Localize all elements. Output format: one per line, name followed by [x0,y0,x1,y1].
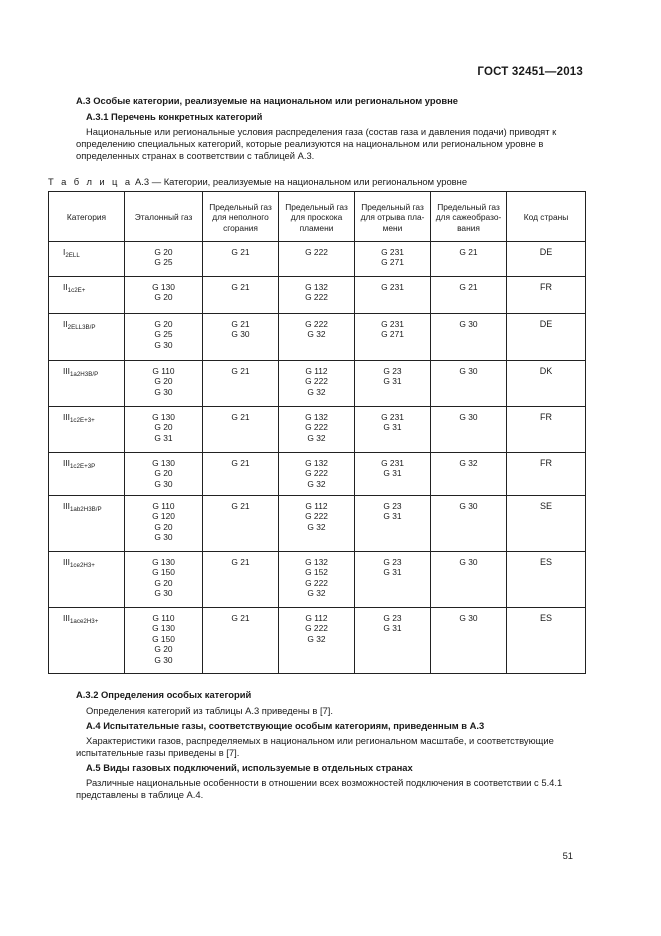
cell-line: G 23 [383,366,402,376]
cell-line: G 32 [459,458,478,468]
table-caption-prefix: Т а б л и ц а [48,176,133,187]
cell-line: G 222 [305,468,328,479]
sooting-gas-cell [431,242,507,277]
category-main: III [63,501,70,511]
cell-line: G 31 [383,567,402,578]
cell-line: G 130 [152,282,175,292]
cell-line: для проскока [290,212,343,223]
cell-line: G 231 [381,282,404,292]
page-number: 51 [562,850,573,861]
cell-line: G 20 [154,247,173,257]
cell-line: G 20 [154,319,173,329]
cell-line: Предельный газ [209,201,272,212]
sooting-gas-cell [431,608,507,674]
cell-line: G 30 [459,366,478,376]
cell-line: G 30 [154,654,173,665]
incomplete-combustion-gas-cell [203,361,279,407]
cell-line: G 30 [459,501,478,511]
cell-line: G 132 [305,412,328,422]
cell-line: мени [382,222,403,233]
cell-line: G 222 [305,511,328,522]
cell-line: G 31 [154,432,173,443]
cell-line: сгорания [223,222,258,233]
category-subscript: 1a2H3B/P [69,371,99,378]
cell-line: G 152 [305,567,328,578]
cell-line: G 31 [383,623,402,634]
flashback-gas-cell [279,242,355,277]
section-a32-title: А.3.2 Определения особых категорий [76,689,252,700]
country-code-cell: DE [507,242,586,277]
cell-line: G 30 [154,339,173,350]
cell-line: G 30 [154,532,173,543]
cell-line: G 21 [231,412,250,422]
reference-gas-cell [125,361,203,407]
cell-line: Предельный газ [285,201,348,212]
cell-line: G 222 [305,292,328,303]
category-main: II [63,282,68,292]
reference-gas-cell [125,552,203,608]
reference-gas-cell [125,242,203,277]
country-code-cell: DK [507,361,586,407]
flashback-gas-cell [279,277,355,314]
cell-line: G 31 [383,376,402,387]
header-cell [431,192,507,242]
flashback-gas-cell [279,314,355,361]
country-code-cell: FR [507,407,586,453]
cell-line: G 132 [305,458,328,468]
section-a31-title: А.3.1 Перечень конкретных категорий [86,111,263,122]
table-row [49,361,586,407]
category-cell [49,277,125,314]
table-header-row [49,192,586,242]
category-cell [49,314,125,361]
cell-line: G 31 [383,468,402,479]
reference-gas-cell [125,277,203,314]
header-cell [125,192,203,242]
flame-lift-gas-cell [355,496,431,552]
cell-line: G 31 [383,511,402,522]
cell-line: G 231 [381,247,404,257]
table-row [49,608,586,674]
category-main: I [63,247,66,257]
category-subscript: 1ace2H3+ [69,618,99,625]
country-code-cell: FR [507,453,586,496]
category-cell [49,361,125,407]
table-row [49,453,586,496]
cell-line: для отрыва пла- [360,212,425,223]
cell-line: G 30 [459,557,478,567]
section-a4-paragraph: Характеристики газов, распределяемых в национальном или региональном масштабе, и соответствующие испытательные газы приведены в [7]. [76,735,554,758]
cell-line: G 25 [154,329,173,340]
table-row [49,552,586,608]
section-a32-paragraph: Определения категорий из таблицы А.3 приведены в [7]. [86,705,333,716]
category-subscript: 1c2E+ [67,287,86,294]
flashback-gas-cell [279,361,355,407]
cell-line: G 21 [231,458,250,468]
category-subscript: 2ELL3B/P [67,324,96,331]
cell-line: G 271 [381,257,404,268]
cell-line: G 30 [154,386,173,397]
cell-line: G 32 [307,633,326,644]
category-cell [49,496,125,552]
flame-lift-gas-cell [355,314,431,361]
category-cell [49,453,125,496]
cell-line: вания [457,222,480,233]
cell-line: G 30 [231,329,250,340]
sooting-gas-cell [431,496,507,552]
cell-line: G 32 [307,329,326,340]
cell-line: G 21 [231,366,250,376]
flame-lift-gas-cell [355,453,431,496]
sooting-gas-cell [431,277,507,314]
category-subscript: 1c2E+3+ [69,417,95,424]
incomplete-combustion-gas-cell [203,277,279,314]
cell-line: G 25 [154,257,173,268]
category-cell [49,608,125,674]
cell-line: G 32 [307,521,326,532]
sooting-gas-cell [431,453,507,496]
cell-line: G 30 [459,613,478,623]
cell-line: G 30 [154,478,173,489]
cell-line: G 20 [154,577,173,588]
cell-line: G 222 [305,623,328,634]
cell-line: G 222 [305,422,328,433]
flashback-gas-cell [279,552,355,608]
sooting-gas-cell [431,361,507,407]
header-cell [203,192,279,242]
cell-line: G 231 [381,319,404,329]
flame-lift-gas-cell [355,242,431,277]
flashback-gas-cell [279,407,355,453]
flame-lift-gas-cell [355,361,431,407]
category-cell [49,552,125,608]
section-a4-title: А.4 Испытательные газы, соответствующие особым категориям, приведенным в А.3 [86,720,485,731]
category-subscript: 1c2E+3P [69,463,96,470]
table-row [49,277,586,314]
table-row [49,407,586,453]
cell-line: G 222 [305,577,328,588]
category-main: III [63,366,70,376]
cell-line: G 21 [231,282,250,292]
cell-line: для сажеобразо- [435,212,502,223]
cell-line: G 150 [152,633,175,644]
cell-line: G 20 [154,422,173,433]
cell-line: G 30 [459,319,478,329]
cell-line: G 222 [305,319,328,329]
cell-line: G 120 [152,511,175,522]
category-subscript: 2ELL [65,252,80,259]
cell-line: G 110 [152,366,175,376]
category-main: III [63,557,70,567]
cell-line: G 32 [307,478,326,489]
cell-line: G 21 [231,501,250,511]
incomplete-combustion-gas-cell [203,453,279,496]
section-a31-paragraph: Национальные или региональные условия распределения газа (состав газа и давления подачи) приводят к определению специальных категорий, которые реализуются на национальном или региональном уровне в определенных странах в соответствии с таблицей А.3. [76,126,557,161]
cell-line: G 21 [231,247,250,257]
country-code-cell: ES [507,608,586,674]
cell-line: Предельный газ [437,201,500,212]
cell-line: G 231 [381,412,404,422]
cell-line: G 21 [231,319,250,329]
table-caption [48,176,467,188]
table-caption-text: А.3 — Категории, реализуемые на национальном или региональном уровне [132,176,468,187]
cell-line: G 130 [152,458,175,468]
cell-line: G 31 [383,422,402,433]
country-code-cell: FR [507,277,586,314]
cell-line: G 21 [231,557,250,567]
table-row [49,242,586,277]
flame-lift-gas-cell [355,407,431,453]
cell-line: G 20 [154,292,173,303]
reference-gas-cell [125,453,203,496]
cell-line: G 132 [305,282,328,292]
category-subscript: 1ab2H3B/P [69,506,102,513]
country-code-cell: ES [507,552,586,608]
cell-line: G 30 [154,588,173,599]
sooting-gas-cell [431,314,507,361]
cell-line: G 32 [307,588,326,599]
cell-line: G 23 [383,613,402,623]
sooting-gas-cell [431,552,507,608]
category-cell [49,242,125,277]
cell-line: G 222 [305,376,328,387]
cell-line: G 20 [154,376,173,387]
section-a5-title: А.5 Виды газовых подключений, используемые в отдельных странах [86,762,413,773]
document-code: ГОСТ 32451—2013 [477,66,583,78]
cell-line: пламени [299,222,334,233]
reference-gas-cell [125,314,203,361]
cell-line: Эталонный газ [134,212,193,223]
flame-lift-gas-cell [355,608,431,674]
cell-line: для неполного [212,212,269,223]
cell-line: G 23 [383,557,402,567]
incomplete-combustion-gas-cell [203,608,279,674]
cell-line: G 112 [305,613,328,623]
flashback-gas-cell [279,453,355,496]
cell-line: G 222 [305,247,328,257]
cell-line: G 231 [381,458,404,468]
incomplete-combustion-gas-cell [203,496,279,552]
cell-line: G 112 [305,366,328,376]
cell-line: G 132 [305,557,328,567]
category-main: II [63,319,68,329]
cell-line: G 21 [459,282,478,292]
category-main: III [63,613,70,623]
header-cell [507,192,586,242]
cell-line: G 110 [152,501,175,511]
reference-gas-cell [125,496,203,552]
flame-lift-gas-cell [355,552,431,608]
table-row [49,314,586,361]
cell-line: G 130 [152,412,175,422]
reference-gas-cell [125,608,203,674]
cell-line: G 271 [381,329,404,340]
header-cell [355,192,431,242]
category-main: III [63,412,70,422]
categories-table [48,191,586,674]
flashback-gas-cell [279,608,355,674]
cell-line: G 130 [152,623,175,634]
section-a3-title: А.3 Особые категории, реализуемые на национальном или региональном уровне [76,95,458,106]
cell-line: G 20 [154,644,173,655]
cell-line: G 21 [231,613,250,623]
incomplete-combustion-gas-cell [203,552,279,608]
incomplete-combustion-gas-cell [203,242,279,277]
section-a5-paragraph: Различные национальные особенности в отношении всех возможностей подключения в соответствии с 5.4.1 представлены в таблице А.4. [76,777,563,800]
country-code-cell: SE [507,496,586,552]
cell-line: G 23 [383,501,402,511]
cell-line: G 150 [152,567,175,578]
cell-line: G 32 [307,386,326,397]
table-row [49,496,586,552]
header-cell [49,192,125,242]
cell-line: G 130 [152,557,175,567]
header-cell [279,192,355,242]
cell-line: G 21 [459,247,478,257]
cell-line: Категория [66,212,107,223]
category-cell [49,407,125,453]
sooting-gas-cell [431,407,507,453]
country-code-cell: DE [507,314,586,361]
cell-line: G 32 [307,432,326,443]
category-main: III [63,458,70,468]
incomplete-combustion-gas-cell [203,314,279,361]
flame-lift-gas-cell [355,277,431,314]
cell-line: G 110 [152,613,175,623]
cell-line: G 20 [154,521,173,532]
cell-line: G 20 [154,468,173,479]
cell-line: G 30 [459,412,478,422]
cell-line: Код страны [523,212,569,223]
category-subscript: 1ce2H3+ [69,562,95,569]
cell-line: Предельный газ [361,201,424,212]
incomplete-combustion-gas-cell [203,407,279,453]
cell-line: G 112 [305,501,328,511]
reference-gas-cell [125,407,203,453]
flashback-gas-cell [279,496,355,552]
